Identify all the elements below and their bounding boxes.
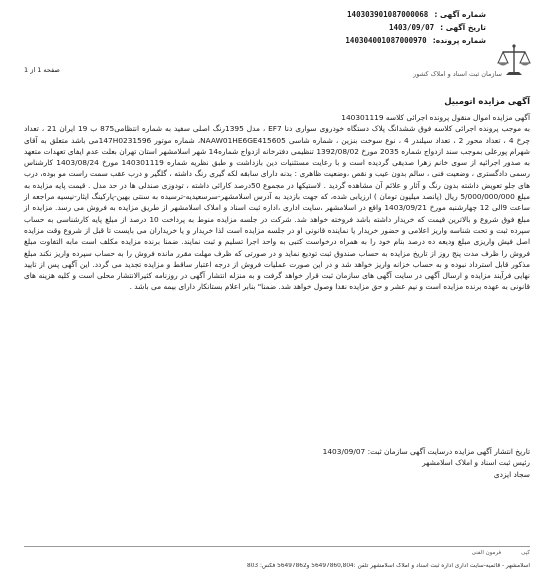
notice-date: 1403/09/07 [388,23,435,32]
org-name: سازمان ثبت اسناد و املاک کشور [413,70,502,78]
notice-number-row [246,8,486,21]
notice-number: 140303901087000068 [347,10,429,19]
office-line: رئیس ثبت اسناد و املاک اسلامشهر [422,458,530,468]
notice-date-label: تاریخ آگهی : [440,23,486,32]
footer-block [300,446,530,480]
page-number: صفحه 1 از 1 [24,66,60,74]
document-body [24,112,530,293]
publish-date-line: تاریخ انتشار آگهی مزایده درسایت آگهی سازمان ثبت: 1403/09/07 [322,447,530,456]
office-address: اسلامشهر - قائمیه-سایت اداری اداره ثبت اسناد و املاک اسلامشهر تلفن :56497860,804 و56497862 فکس: 803 [247,563,530,569]
notice-meta [246,8,486,47]
copy-label: کپی [521,550,530,556]
document-title: آگهی مزایده اتومبیل [444,97,530,107]
body-paragraph-1: آگهی مزایده اموال منقول پرونده اجرائی کلاسه 140301119 [341,113,530,122]
divider [24,546,530,547]
notice-number-label: شماره آگهی : [434,10,486,19]
notice-date-row [246,21,486,34]
file-number-label: شماره پرونده: [432,36,486,45]
body-paragraph-2: به موجب پرونده اجرائی کلاسه فوق ششدانگ پلاک دستگاه خودروی سواری دنا EF7 ، مدل 1395رنگ اصلی سفید به شماره انتظامی875 ب 19 ایران 21 ، تعداد چرخ 4 ، تعداد محور 2 ، تعداد سیلندر 4 ، نوع سوخت بنزین ، شماره شاسی NAAW01HE6GE415605، شماره موتور 147H0231596می باشد متعلق به آقای شهرام پورعلی بموجب سند ازدواج شماره 2035 مورخ 1392/08/02 تنظیمی دفترخانه ازدواج شماره14 شهر اسلامشهر استان تهران بعلت عدم ایفای تعهدات متعهد به صدور اجرائیه از سوی خانم زهرا صدیقی گردیده است و با رعایت مستثنیات دین بازداشت و طبق نظریه شماره 140301119 مورخ 1403/08/24 کارشناس رسمی دادگستری ، وضعیت فنی ، سالم بدون عیب و نقص ،وضعیت ظاهری : بدنه دارای سابقه لکه گیری رنگ داشته ، گلگیر و درب عقب سمت راست مو بوده، درب های جلو تعویض داشته بدون رنگ و آثار و علائم آن مشاهده گردید . لاستیکها در مجموع 50درصد کارائی داشته ، تودوزی صندلی ها در حد مدل . قیمت پایه مزایده به مبلغ 5/000/000/000 ریال (پانصد میلیون تومان ) ارزیابی شده، که جهت بازدید به آدرس اسلامشهر-سرسعیدیه-ترسیده به سنتی بهین-پارکینگ ایثار-نیسیه مراجعه از ساعت 9الی 12 چهارشنبه مورخ 1403/09/21 واقع در اسلامشهر ،سایت اداری ،اداره ثبت اسناد و املاک اسلامشهر از طریق مزایده به فروش می رسد. مزایده از مبلغ فوق شروع و بالاترین قیمت که خریدار داشته باشد فروخته خواهد شد. شرکت در جلسه مزایده منوط به پرداخت 10 درصد از مبلغ پایه کارشناسی به حساب سپرده ثبت و تحت شناسه واریز اعلامی و حضور خریدار یا نماینده قانونی او در جلسه مزایده است لذا خریدار و یا خریداران می بایست تا قبل از شروع وقت مزایده اصل فیش واریزی مبلغ ودیعه ده درصد بنام خود را به همراه درخواست کتبی به واحد اجرا تسلیم و ثبت نمایند. ضمنا برنده مزایده مکلف است مابه التفاوت مبلغ فروش را ظرف مدت پنج روز از تاریخ مزایده به حساب صندوق ثبت تودیع نماید و در صورتی که ظرف مهلت مقرر مانده فروش را به حساب سپرده واریز نکند مبلغ مذکور قابل استرداد نبوده و به حساب خزانه واریز خواهد شد و در این صورت عملیات فروش از درجه اعتبار ساقط و مزایده تجدید می گردد. این آگهی پس از تایید نهایی فرآیند مزایده و ارسال آگهی در سایت آگهی های سازمان ثبت قرار خواهد گرفت و به منزله انتشار آگهی در روزنامه کثیرالانتشار محلی است و کلیه هزینه های قانونی به عهده برنده مزایده است و نیم عشر و حق مزایده نقدا وصول خواهد شد. ضمنا" بنابر اعلام بستانکار دارای بیمه می باشد . [24,124,530,292]
file-number: 140304001087000970 [345,36,427,45]
signed-label: فرمون الفنی [471,550,502,556]
sign-row [300,550,530,556]
signer-name: سجاد ایزدی [493,469,530,479]
file-number-row [246,34,486,47]
